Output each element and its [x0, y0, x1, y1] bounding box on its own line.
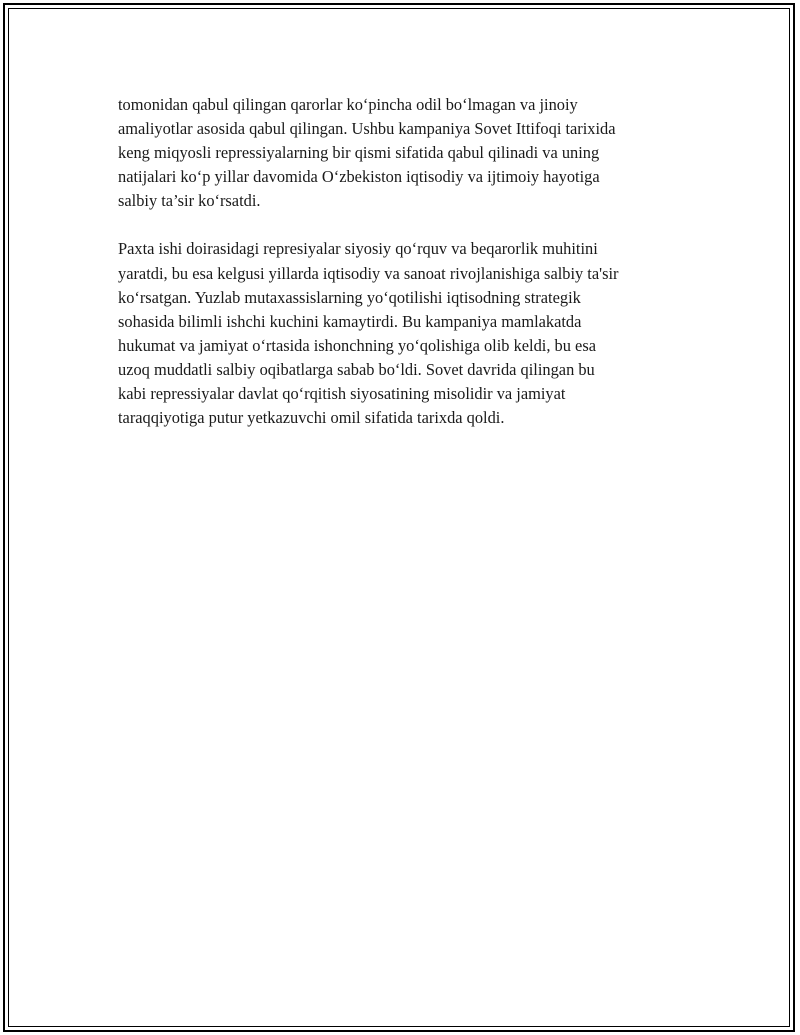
text-line: kabi repressiyalar davlat qo‘rqitish siyosatining misolidir va jamiyat: [118, 384, 566, 404]
document-body: [118, 93, 698, 430]
text-line: sohasida bilimli ishchi kuchini kamaytirdi. Bu kampaniya mamlakatda: [118, 311, 582, 331]
text-line: yaratdi, bu esa kelgusi yillarda iqtisodiy va sanoat rivojlanishiga salbiy ta'sir: [118, 263, 619, 283]
text-line: amaliyotlar asosida qabul qilingan. Ushbu kampaniya Sovet Ittifoqi tarixida: [118, 119, 616, 139]
paragraph-1: [118, 93, 698, 213]
text-line: taraqqiyotiga putur yetkazuvchi omil sifatida tarixda qoldi.: [118, 408, 505, 428]
text-line: salbiy ta’sir ko‘rsatdi.: [118, 191, 261, 211]
text-line: Paxta ishi doirasidagi represiyalar siyosiy qo‘rquv va beqarorlik muhitini: [118, 239, 598, 259]
text-line: hukumat va jamiyat o‘rtasida ishonchning yo‘qolishiga olib keldi, bu esa: [118, 335, 596, 355]
text-line: uzoq muddatli salbiy oqibatlarga sabab bo‘ldi. Sovet davrida qilingan bu: [118, 359, 595, 379]
text-line: natijalari ko‘p yillar davomida O‘zbekiston iqtisodiy va ijtimoiy hayotiga: [118, 167, 600, 187]
text-line: ko‘rsatgan. Yuzlab mutaxassislarning yo‘qotilishi iqtisodning strategik: [118, 287, 581, 307]
text-line: keng miqyosli repressiyalarning bir qismi sifatida qabul qilinadi va uning: [118, 143, 600, 163]
paragraph-2: [118, 237, 698, 430]
text-line: tomonidan qabul qilingan qarorlar ko‘pincha odil bo‘lmagan va jinoiy: [118, 95, 578, 114]
